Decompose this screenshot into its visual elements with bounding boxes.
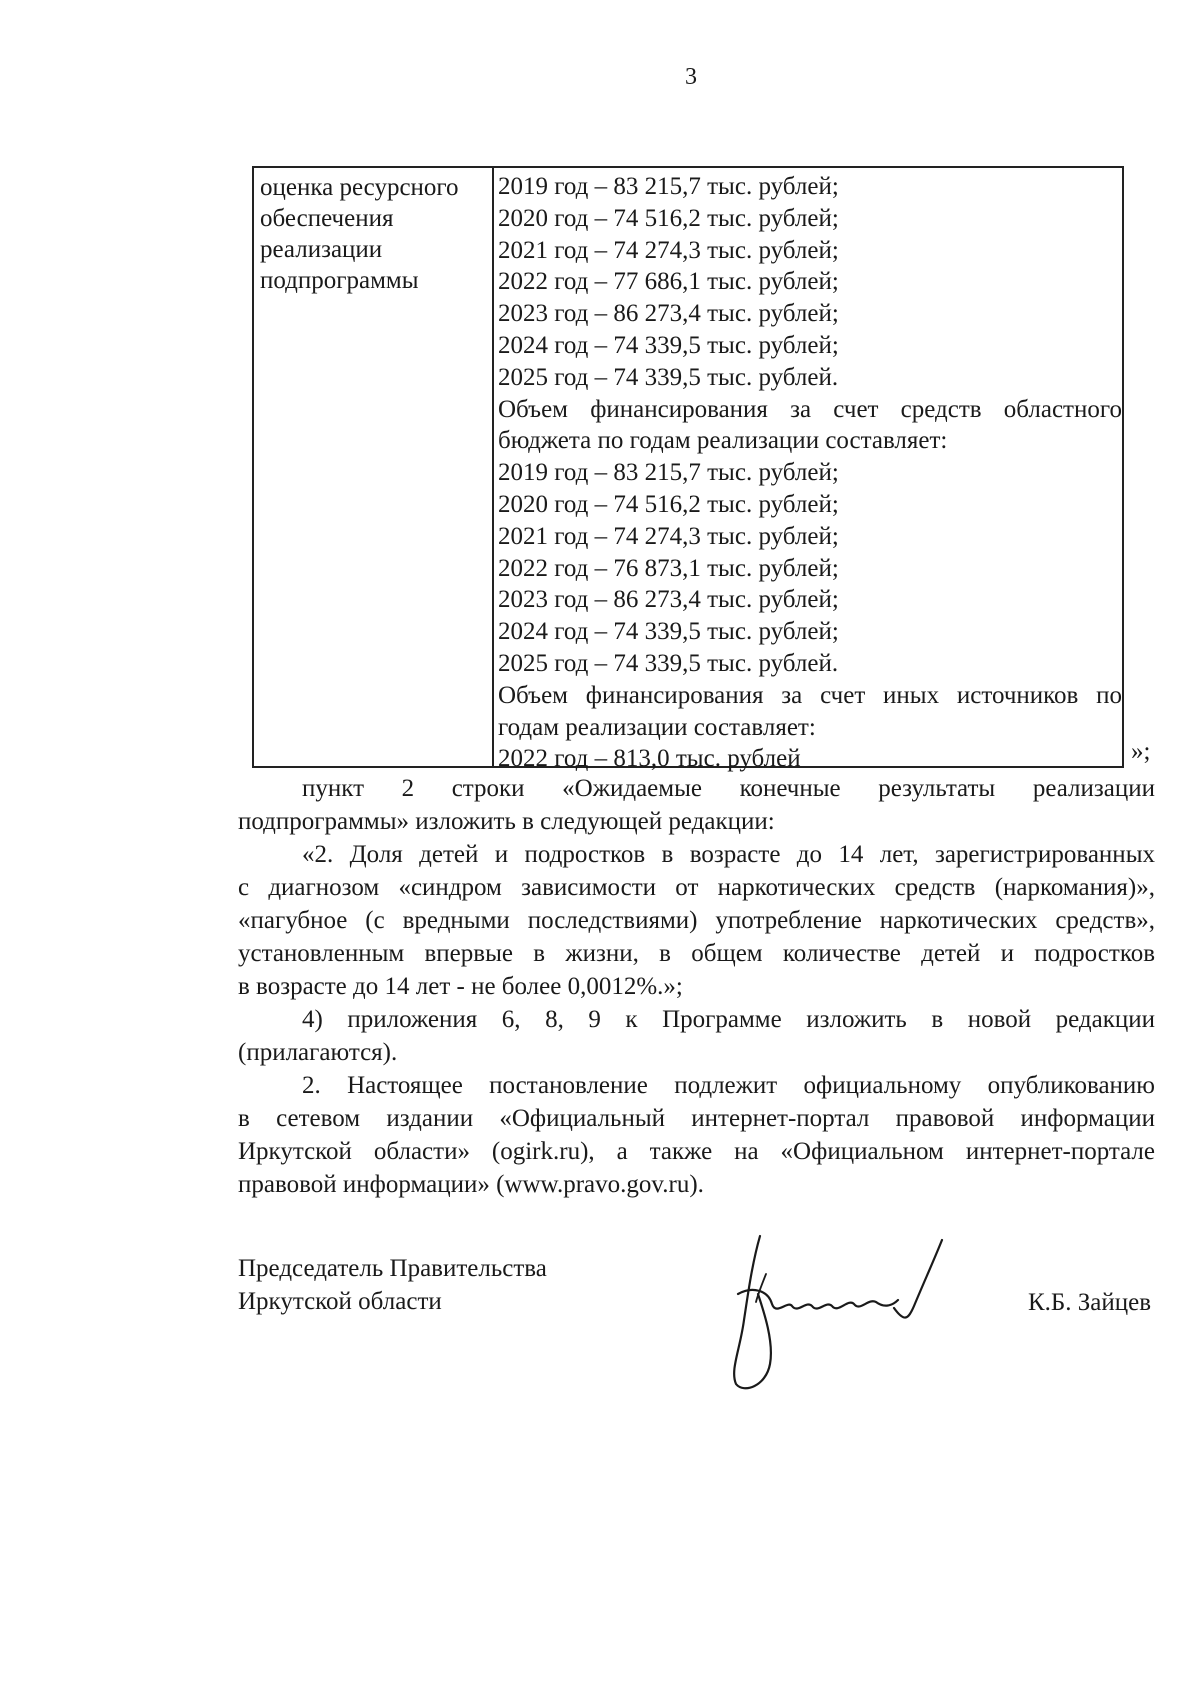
paragraph-expected-results bbox=[238, 772, 1155, 838]
label-line: подпрограммы bbox=[260, 267, 419, 294]
total-line: 2020 год – 74 516,2 тыс. рублей; bbox=[498, 204, 839, 232]
text-line: 2. Настоящее постановление подлежит официальному опубликованию bbox=[302, 1072, 1155, 1099]
total-line: 2022 год – 77 686,1 тыс. рублей; bbox=[498, 268, 839, 296]
text-line: пункт 2 строки «Ожидаемые конечные результаты реализации bbox=[302, 775, 1155, 802]
label-line: обеспечения bbox=[260, 205, 394, 232]
other-intro-line: годам реализации составляет: bbox=[498, 713, 816, 741]
other-intro-line: Объем финансирования за счет иных источников по bbox=[498, 681, 1122, 709]
table-closing-quote: »; bbox=[1131, 738, 1151, 765]
text-line: в возрасте до 14 лет - не более 0,0012%.»; bbox=[238, 973, 683, 1000]
text-line: Иркутской области» (ogirk.ru), а также на «Официальном интернет-портале bbox=[238, 1138, 1155, 1165]
regional-line: 2025 год – 74 339,5 тыс. рублей. bbox=[498, 649, 839, 677]
body-text bbox=[238, 772, 1155, 1201]
signature-block bbox=[238, 1252, 1155, 1392]
label-line: оценка ресурсного bbox=[260, 174, 459, 201]
page-number: 3 bbox=[685, 64, 697, 90]
text-line: (прилагаются). bbox=[238, 1039, 398, 1066]
signatory-position bbox=[238, 1252, 547, 1318]
resource-label-cell bbox=[254, 168, 494, 766]
regional-intro-line: бюджета по годам реализации составляет: bbox=[498, 427, 948, 455]
regional-intro-line: Объем финансирования за счет средств областного bbox=[498, 395, 1122, 423]
regional-line: 2022 год – 76 873,1 тыс. рублей; bbox=[498, 554, 839, 582]
text-line: правовой информации» (www.pravo.gov.ru). bbox=[238, 1171, 704, 1198]
total-line: 2023 год – 86 273,4 тыс. рублей; bbox=[498, 300, 839, 328]
regional-line: 2021 год – 74 274,3 тыс. рублей; bbox=[498, 522, 839, 550]
regional-line: 2019 год – 83 215,7 тыс. рублей; bbox=[498, 459, 839, 487]
regional-line: 2024 год – 74 339,5 тыс. рублей; bbox=[498, 618, 839, 646]
text-line: в сетевом издании «Официальный интернет-портал правовой информации bbox=[238, 1105, 1155, 1132]
total-line: 2024 год – 74 339,5 тыс. рублей; bbox=[498, 331, 839, 359]
other-line: 2022 год – 813,0 тыс. рублей bbox=[498, 745, 801, 773]
paragraph-publication bbox=[238, 1069, 1155, 1201]
total-line: 2025 год – 74 339,5 тыс. рублей. bbox=[498, 363, 839, 391]
text-line: установленным впервые в жизни, в общем количестве детей и подростков bbox=[238, 940, 1155, 967]
paragraph-children-share bbox=[238, 838, 1155, 1003]
signatory-name: К.Б. Зайцев bbox=[1027, 1289, 1151, 1316]
resource-table bbox=[252, 166, 1124, 773]
label-line: реализации bbox=[260, 236, 383, 263]
total-line: 2019 год – 83 215,7 тыс. рублей; bbox=[498, 173, 839, 200]
regional-line: 2020 год – 74 516,2 тыс. рублей; bbox=[498, 490, 839, 518]
paragraph-appendices bbox=[238, 1003, 1155, 1069]
resource-values-cell bbox=[494, 168, 1122, 773]
handwritten-signature bbox=[708, 1224, 958, 1394]
text-line: подпрограммы» изложить в следующей редакции: bbox=[238, 808, 775, 835]
text-line: 4) приложения 6, 8, 9 к Программе изложить в новой редакции bbox=[302, 1006, 1155, 1033]
regional-line: 2023 год – 86 273,4 тыс. рублей; bbox=[498, 586, 839, 614]
position-line: Иркутской области bbox=[238, 1288, 442, 1315]
text-line: «пагубное (с вредными последствиями) употребление наркотических средств», bbox=[238, 907, 1155, 934]
total-line: 2021 год – 74 274,3 тыс. рублей; bbox=[498, 236, 839, 264]
text-line: «2. Доля детей и подростков в возрасте до 14 лет, зарегистрированных bbox=[302, 841, 1155, 868]
position-line: Председатель Правительства bbox=[238, 1255, 547, 1282]
text-line: с диагнозом «синдром зависимости от наркотических средств (наркомания)», bbox=[238, 874, 1155, 901]
